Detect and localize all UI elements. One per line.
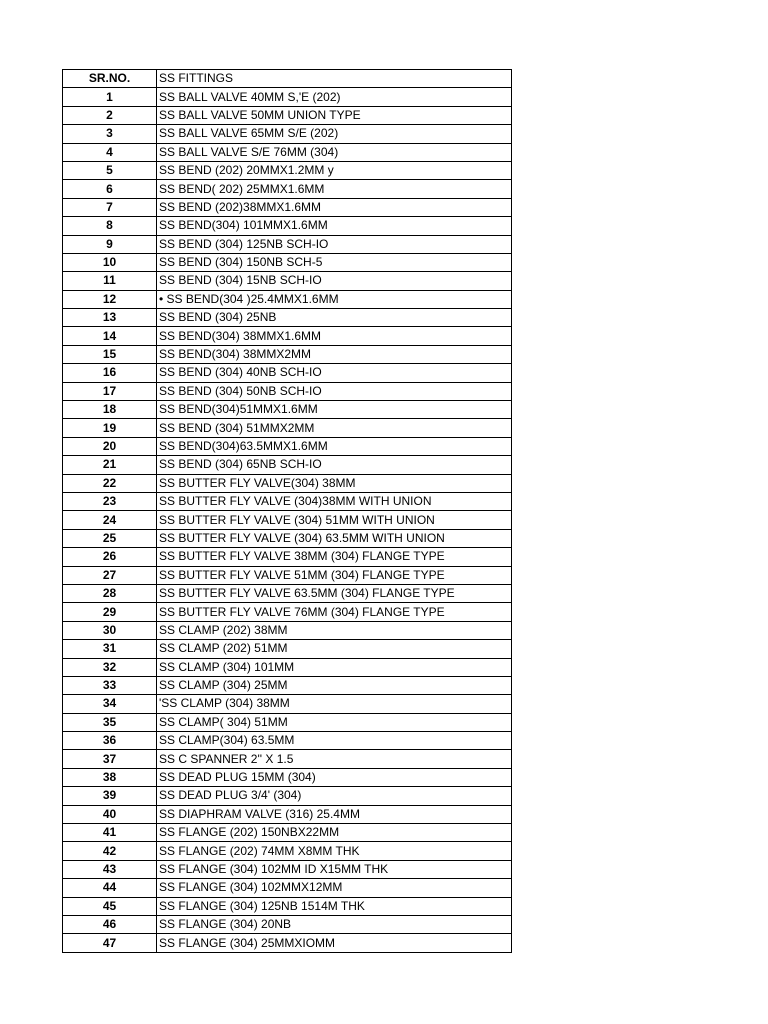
row-sr-no: 1 [63,88,157,106]
row-item-description: SS BUTTER FLY VALVE (304) 51MM WITH UNION [157,511,512,529]
row-sr-no: 22 [63,474,157,492]
row-item-description: SS BUTTER FLY VALVE(304) 38MM [157,474,512,492]
row-sr-no: 45 [63,897,157,915]
row-item-description: SS BUTTER FLY VALVE (304) 63.5MM WITH UNION [157,529,512,547]
table-row [63,787,512,805]
row-sr-no: 18 [63,401,157,419]
row-item-description: SS BEND (304) 25NB [157,309,512,327]
table-row [63,88,512,106]
row-item-description: SS DEAD PLUG 15MM (304) [157,768,512,786]
row-item-description: SS FLANGE (202) 74MM X8MM THK [157,842,512,860]
row-item-description: SS FLANGE (304) 102MMX12MM [157,879,512,897]
row-sr-no: 12 [63,290,157,308]
table-row [63,327,512,345]
row-item-description: SS BUTTER FLY VALVE 63.5MM (304) FLANGE TYPE [157,584,512,602]
table-row [63,180,512,198]
row-item-description: SS C SPANNER 2'' X 1.5 [157,750,512,768]
row-sr-no: 29 [63,603,157,621]
row-sr-no: 43 [63,860,157,878]
table-row [63,915,512,933]
table-row [63,824,512,842]
table-row [63,235,512,253]
table-row [63,548,512,566]
row-sr-no: 5 [63,161,157,179]
row-item-description: SS BEND (304) 51MMX2MM [157,419,512,437]
row-sr-no: 24 [63,511,157,529]
row-sr-no: 46 [63,915,157,933]
table-row [63,106,512,124]
table-row [63,382,512,400]
table-row [63,143,512,161]
table-row [63,401,512,419]
row-sr-no: 47 [63,934,157,952]
row-item-description: SS BEND (304) 50NB SCH-IO [157,382,512,400]
row-sr-no: 36 [63,732,157,750]
row-item-description: 'SS CLAMP (304) 38MM [157,695,512,713]
row-sr-no: 19 [63,419,157,437]
row-item-description: SS CLAMP (304) 101MM [157,658,512,676]
row-sr-no: 33 [63,676,157,694]
row-sr-no: 26 [63,548,157,566]
row-item-description: SS FLANGE (202) 150NBX22MM [157,824,512,842]
row-item-description: SS FLANGE (304) 20NB [157,915,512,933]
table-row [63,768,512,786]
row-item-description: SS BEND (304) 150NB SCH-5 [157,253,512,271]
row-item-description: SS CLAMP (304) 25MM [157,676,512,694]
row-item-description: SS BEND (202)38MMX1.6MM [157,198,512,216]
row-item-description: SS BEND(304) 38MMX1.6MM [157,327,512,345]
table-row [63,897,512,915]
table-row [63,658,512,676]
row-sr-no: 11 [63,272,157,290]
table-row [63,198,512,216]
row-sr-no: 31 [63,640,157,658]
row-sr-no: 21 [63,456,157,474]
row-item-description: SS CLAMP (202) 51MM [157,640,512,658]
row-sr-no: 41 [63,824,157,842]
table-row [63,879,512,897]
table-header-row [63,70,512,88]
table-row [63,290,512,308]
row-item-description: SS FLANGE (304) 125NB 1514M THK [157,897,512,915]
row-item-description: SS BALL VALVE 65MM S/E (202) [157,125,512,143]
row-item-description: SS BEND(304) 101MMX1.6MM [157,217,512,235]
row-item-description: SS CLAMP( 304) 51MM [157,713,512,731]
row-sr-no: 6 [63,180,157,198]
row-sr-no: 4 [63,143,157,161]
table-row [63,511,512,529]
row-sr-no: 34 [63,695,157,713]
table-row [63,437,512,455]
table-row [63,125,512,143]
row-item-description: SS DEAD PLUG 3/4' (304) [157,787,512,805]
row-sr-no: 42 [63,842,157,860]
table-row [63,492,512,510]
row-item-description: SS BUTTER FLY VALVE (304)38MM WITH UNION [157,492,512,510]
row-item-description: SS BALL VALVE S/E 76MM (304) [157,143,512,161]
table-row [63,584,512,602]
row-sr-no: 23 [63,492,157,510]
header-sr-no: SR.NO. [63,70,157,88]
table-row [63,529,512,547]
row-item-description: SS BEND( 202) 25MMX1.6MM [157,180,512,198]
row-sr-no: 20 [63,437,157,455]
table-row [63,474,512,492]
row-item-description: SS BUTTER FLY VALVE 51MM (304) FLANGE TYPE [157,566,512,584]
row-item-description: SS BEND(304)51MMX1.6MM [157,401,512,419]
row-item-description: • SS BEND(304 )25.4MMX1.6MM [157,290,512,308]
table-row [63,456,512,474]
row-sr-no: 7 [63,198,157,216]
table-row [63,640,512,658]
row-sr-no: 30 [63,621,157,639]
row-sr-no: 44 [63,879,157,897]
table-row [63,603,512,621]
table-row [63,860,512,878]
table-row [63,676,512,694]
table-body [63,88,512,952]
fittings-table [62,69,512,953]
row-sr-no: 37 [63,750,157,768]
row-sr-no: 38 [63,768,157,786]
row-item-description: SS BEND (304) 15NB SCH-IO [157,272,512,290]
row-sr-no: 9 [63,235,157,253]
table-row [63,842,512,860]
header-item: SS FITTINGS [157,70,512,88]
table-row [63,732,512,750]
row-sr-no: 3 [63,125,157,143]
row-item-description: SS BUTTER FLY VALVE 76MM (304) FLANGE TYPE [157,603,512,621]
table-row [63,695,512,713]
table-row [63,805,512,823]
row-sr-no: 25 [63,529,157,547]
table-row [63,419,512,437]
table-row [63,621,512,639]
row-item-description: SS BALL VALVE 50MM UNION TYPE [157,106,512,124]
row-item-description: SS CLAMP(304) 63.5MM [157,732,512,750]
row-sr-no: 15 [63,345,157,363]
row-sr-no: 2 [63,106,157,124]
row-item-description: SS BEND (202) 20MMX1.2MM y [157,161,512,179]
row-sr-no: 32 [63,658,157,676]
table-row [63,309,512,327]
row-item-description: SS BUTTER FLY VALVE 38MM (304) FLANGE TYPE [157,548,512,566]
table-row [63,345,512,363]
row-sr-no: 35 [63,713,157,731]
row-item-description: SS FLANGE (304) 102MM ID X15MM THK [157,860,512,878]
row-item-description: SS BEND (304) 40NB SCH-IO [157,364,512,382]
row-item-description: SS BEND (304) 65NB SCH-IO [157,456,512,474]
table-row [63,217,512,235]
row-item-description: SS BEND(304) 38MMX2MM [157,345,512,363]
table-row [63,713,512,731]
row-item-description: SS BEND (304) 125NB SCH-IO [157,235,512,253]
row-sr-no: 40 [63,805,157,823]
table-row [63,272,512,290]
row-sr-no: 39 [63,787,157,805]
table-row [63,161,512,179]
row-sr-no: 16 [63,364,157,382]
table-row [63,934,512,952]
table-row [63,566,512,584]
table-row [63,364,512,382]
row-item-description: SS DIAPHRAM VALVE (316) 25.4MM [157,805,512,823]
row-item-description: SS CLAMP (202) 38MM [157,621,512,639]
row-sr-no: 10 [63,253,157,271]
row-item-description: SS FLANGE (304) 25MMXIOMM [157,934,512,952]
row-sr-no: 27 [63,566,157,584]
table-row [63,750,512,768]
table-row [63,253,512,271]
row-sr-no: 14 [63,327,157,345]
row-sr-no: 8 [63,217,157,235]
row-sr-no: 28 [63,584,157,602]
row-item-description: SS BALL VALVE 40MM S,'E (202) [157,88,512,106]
row-sr-no: 17 [63,382,157,400]
row-sr-no: 13 [63,309,157,327]
row-item-description: SS BEND(304)63.5MMX1.6MM [157,437,512,455]
